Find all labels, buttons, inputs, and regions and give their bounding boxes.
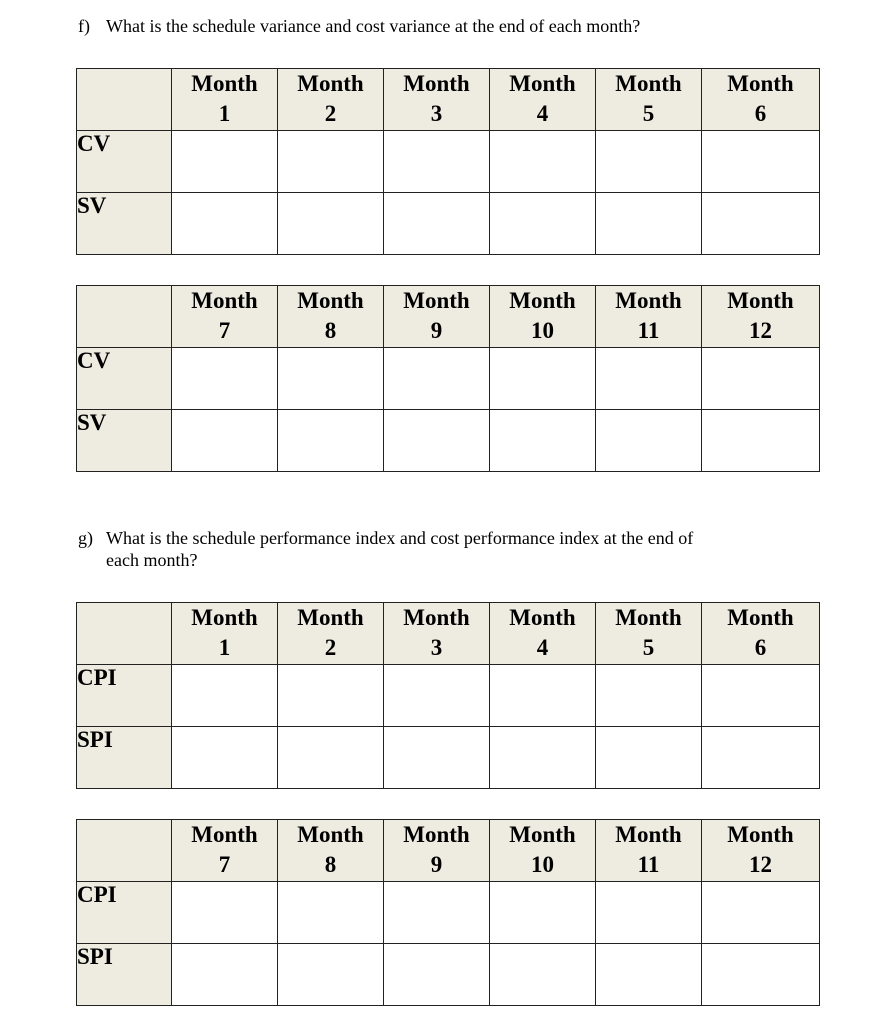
row-label: CV <box>77 131 172 193</box>
answer-cell[interactable] <box>384 665 490 727</box>
question-f <box>78 15 640 37</box>
month-header: Month 5 <box>596 69 702 131</box>
answer-cell[interactable] <box>278 882 384 944</box>
answer-cell[interactable] <box>384 410 490 472</box>
row-label: SPI <box>77 727 172 789</box>
corner-cell <box>77 69 172 131</box>
header-row <box>77 603 820 665</box>
month-header: Month 8 <box>278 820 384 882</box>
answer-cell[interactable] <box>278 727 384 789</box>
answer-cell[interactable] <box>596 882 702 944</box>
answer-cell[interactable] <box>172 944 278 1006</box>
answer-cell[interactable] <box>596 410 702 472</box>
answer-cell[interactable] <box>596 348 702 410</box>
table-row-cv <box>77 131 820 193</box>
answer-cell[interactable] <box>384 944 490 1006</box>
answer-cell[interactable] <box>596 665 702 727</box>
answer-cell[interactable] <box>702 193 820 255</box>
question-g <box>78 527 778 571</box>
answer-cell[interactable] <box>172 131 278 193</box>
month-header: Month 1 <box>172 603 278 665</box>
month-header: Month 11 <box>596 820 702 882</box>
corner-cell <box>77 603 172 665</box>
answer-cell[interactable] <box>172 410 278 472</box>
answer-cell[interactable] <box>384 882 490 944</box>
answer-cell[interactable] <box>490 727 596 789</box>
row-label: SV <box>77 193 172 255</box>
month-header: Month 6 <box>702 603 820 665</box>
month-header: Month 7 <box>172 286 278 348</box>
month-header: Month 10 <box>490 286 596 348</box>
answer-cell[interactable] <box>490 944 596 1006</box>
answer-cell[interactable] <box>278 944 384 1006</box>
month-header: Month 3 <box>384 69 490 131</box>
table-row-sv <box>77 410 820 472</box>
answer-cell[interactable] <box>702 727 820 789</box>
row-label: CPI <box>77 882 172 944</box>
corner-cell <box>77 820 172 882</box>
corner-cell <box>77 286 172 348</box>
answer-cell[interactable] <box>702 944 820 1006</box>
answer-cell[interactable] <box>596 193 702 255</box>
header-row <box>77 286 820 348</box>
answer-cell[interactable] <box>490 410 596 472</box>
month-header: Month 12 <box>702 286 820 348</box>
answer-cell[interactable] <box>278 348 384 410</box>
answer-cell[interactable] <box>702 131 820 193</box>
answer-cell[interactable] <box>278 193 384 255</box>
question-g-text-line2: each month? <box>106 550 198 570</box>
answer-cell[interactable] <box>172 193 278 255</box>
month-header: Month 12 <box>702 820 820 882</box>
table-row-cpi <box>77 665 820 727</box>
month-header: Month 10 <box>490 820 596 882</box>
month-header: Month 7 <box>172 820 278 882</box>
row-label: SV <box>77 410 172 472</box>
header-row <box>77 820 820 882</box>
table-row-cv <box>77 348 820 410</box>
month-header: Month 9 <box>384 286 490 348</box>
question-g-text-line1: What is the schedule performance index and cost performance index at the end of <box>106 528 694 548</box>
month-header: Month 4 <box>490 69 596 131</box>
answer-cell[interactable] <box>702 348 820 410</box>
performance-table-months-7-12 <box>76 819 820 1006</box>
question-f-text: What is the schedule variance and cost variance at the end of each month? <box>106 16 641 36</box>
answer-cell[interactable] <box>596 727 702 789</box>
answer-cell[interactable] <box>384 348 490 410</box>
answer-cell[interactable] <box>278 410 384 472</box>
row-label: CV <box>77 348 172 410</box>
answer-cell[interactable] <box>172 348 278 410</box>
question-f-label: f) <box>78 16 90 36</box>
answer-cell[interactable] <box>702 882 820 944</box>
row-label: CPI <box>77 665 172 727</box>
answer-cell[interactable] <box>172 665 278 727</box>
answer-cell[interactable] <box>702 665 820 727</box>
month-header: Month 4 <box>490 603 596 665</box>
table-row-cpi <box>77 882 820 944</box>
variance-table-months-1-6 <box>76 68 820 255</box>
answer-cell[interactable] <box>490 193 596 255</box>
answer-cell[interactable] <box>596 944 702 1006</box>
variance-table-months-7-12 <box>76 285 820 472</box>
answer-cell[interactable] <box>384 131 490 193</box>
table-row-spi <box>77 727 820 789</box>
month-header: Month 1 <box>172 69 278 131</box>
month-header: Month 8 <box>278 286 384 348</box>
answer-cell[interactable] <box>490 665 596 727</box>
month-header: Month 6 <box>702 69 820 131</box>
answer-cell[interactable] <box>384 727 490 789</box>
header-row <box>77 69 820 131</box>
answer-cell[interactable] <box>384 193 490 255</box>
answer-cell[interactable] <box>702 410 820 472</box>
answer-cell[interactable] <box>278 665 384 727</box>
month-header: Month 5 <box>596 603 702 665</box>
answer-cell[interactable] <box>490 882 596 944</box>
month-header: Month 2 <box>278 69 384 131</box>
question-g-label: g) <box>78 528 93 548</box>
table-row-spi <box>77 944 820 1006</box>
month-header: Month 3 <box>384 603 490 665</box>
month-header: Month 11 <box>596 286 702 348</box>
answer-cell[interactable] <box>278 131 384 193</box>
month-header: Month 2 <box>278 603 384 665</box>
row-label: SPI <box>77 944 172 1006</box>
answer-cell[interactable] <box>596 131 702 193</box>
performance-table-months-1-6 <box>76 602 820 789</box>
answer-cell[interactable] <box>490 348 596 410</box>
answer-cell[interactable] <box>172 727 278 789</box>
answer-cell[interactable] <box>490 131 596 193</box>
table-row-sv <box>77 193 820 255</box>
month-header: Month 9 <box>384 820 490 882</box>
answer-cell[interactable] <box>172 882 278 944</box>
